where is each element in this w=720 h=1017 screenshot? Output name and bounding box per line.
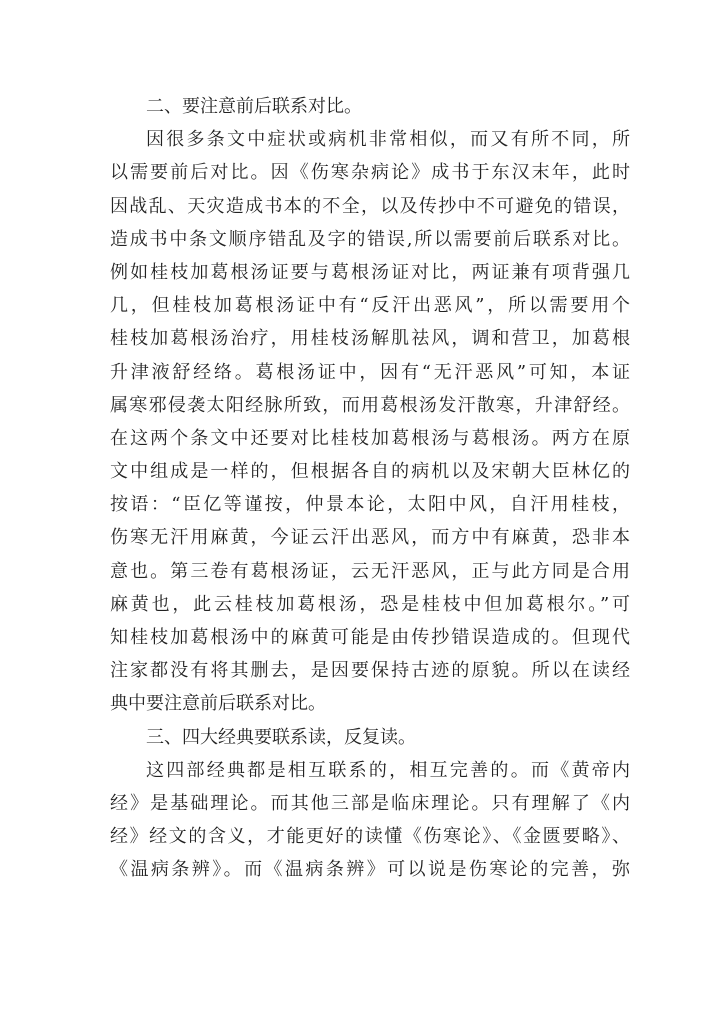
paragraph-line: 典中要注意前后联系对比。 (110, 693, 326, 715)
section-heading: 三、四大经典要联系读，反复读。 (146, 726, 416, 748)
paragraph-line: 升津液舒经络。葛根汤证中，因有“无汗恶风”可知，本证 (110, 361, 630, 383)
paragraph-line: 意也。第三卷有葛根汤证，云无汗恶风，正与此方同是合用 (110, 560, 630, 582)
paragraph-line: 以需要前后对比。因《伤寒杂病论》成书于东汉末年，此时 (110, 162, 630, 184)
paragraph-line: 这四部经典都是相互联系的，相互完善的。而《黄帝内 (146, 759, 630, 781)
section-heading: 二、要注意前后联系对比。 (146, 96, 362, 117)
paragraph-line: 麻黄也，此云桂枝加葛根汤，恐是桂枝中但加葛根尔。”可 (110, 593, 630, 615)
paragraph-line: 例如桂枝加葛根汤证要与葛根汤证对比，两证兼有项背强几 (110, 261, 630, 283)
paragraph-line: 注家都没有将其删去，是因要保持古迹的原貌。所以在读经 (110, 660, 630, 682)
paragraph-line: 属寒邪侵袭太阳经脉所致，而用葛根汤发汗散寒，升津舒经。 (110, 394, 630, 416)
paragraph-line: 因战乱、天灾造成书本的不全，以及传抄中不可避免的错误， (110, 195, 630, 217)
paragraph-line: 几，但桂枝加葛根汤证中有“反汗出恶风”，所以需要用个 (110, 295, 630, 317)
paragraph-line: 文中组成是一样的，但根据各自的病机以及宋朝大臣林亿的 (110, 461, 630, 483)
paragraph-line: 知桂枝加葛根汤中的麻黄可能是由传抄错误造成的。但现代 (110, 627, 630, 648)
paragraph-line: 因很多条文中症状或病机非常相似，而又有所不同，所 (146, 129, 630, 151)
paragraph-line: 《温病条辨》。而《温病条辨》可以说是伤寒论的完善，弥 (110, 859, 630, 881)
paragraph-line: 造成书中条文顺序错乱及字的错误,所以需要前后联系对比。 (110, 228, 630, 250)
body-text (110, 90, 630, 887)
paragraph-line: 经》经文的含义，才能更好的读懂《伤寒论》、《金匮要略》、 (110, 826, 630, 848)
paragraph-line: 伤寒无汗用麻黄，今证云汗出恶风，而方中有麻黄，恐非本 (110, 527, 630, 549)
paragraph-line: 经》是基础理论。而其他三部是临床理论。只有理解了《内 (110, 792, 630, 814)
paragraph-line: 在这两个条文中还要对比桂枝加葛根汤与葛根汤。两方在原 (110, 427, 630, 449)
paragraph-line: 按语：“臣亿等谨按，仲景本论，太阳中风，自汗用桂枝， (110, 494, 630, 516)
paragraph-line: 桂枝加葛根汤治疗，用桂枝汤解肌祛风，调和营卫，加葛根 (110, 328, 630, 350)
